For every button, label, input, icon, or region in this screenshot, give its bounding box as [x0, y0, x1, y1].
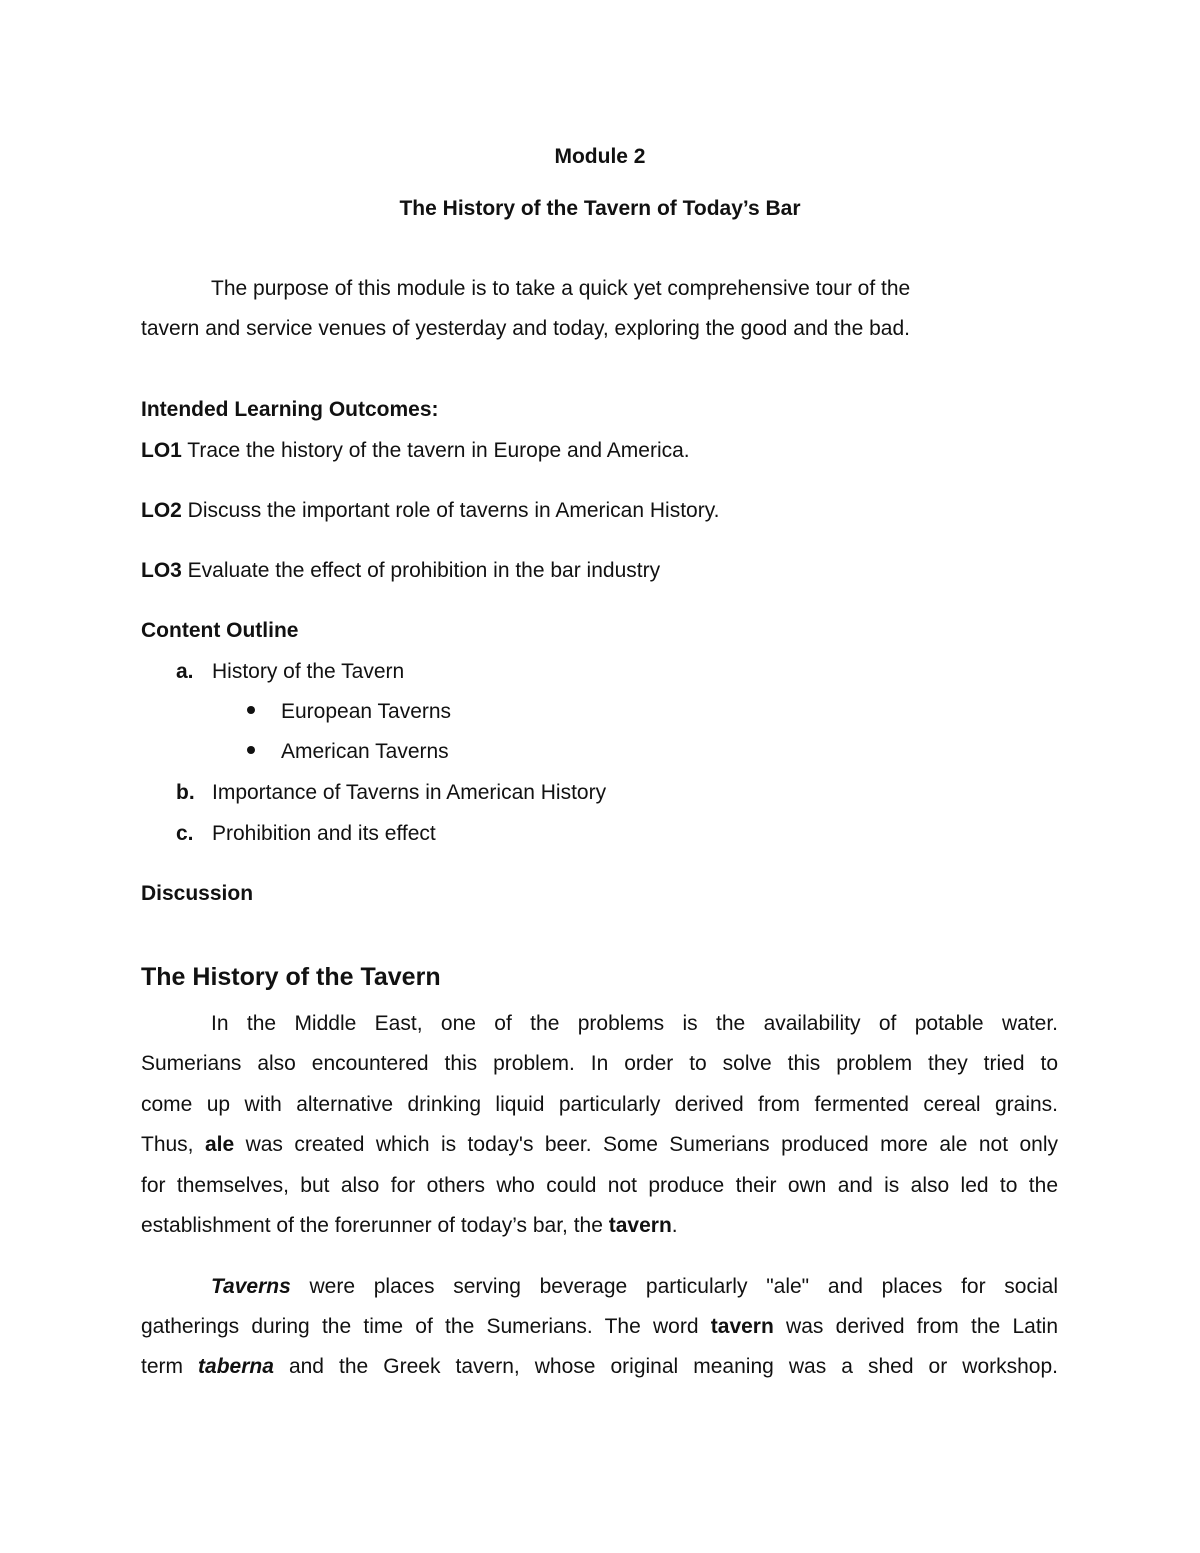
purpose-line-1: The purpose of this module is to take a quick yet comprehensive tour of the: [211, 277, 911, 300]
term-tavern: tavern: [608, 1214, 672, 1237]
p1-line-4: [141, 1134, 1058, 1155]
outcomes-heading: Intended Learning Outcomes:: [141, 398, 439, 421]
text-run: establishment of the forerunner of today’s bar, the: [141, 1214, 609, 1237]
module-title: The History of the Tavern of Today’s Bar: [399, 197, 801, 220]
text-run: term: [141, 1355, 199, 1378]
outline-bullet-american: [247, 741, 449, 762]
p1-line-5: for themselves, but also for others who could not produce their own and is also led to the: [141, 1174, 1058, 1197]
outline-text: Prohibition and its effect: [212, 822, 436, 845]
outcome-code: LO1: [141, 439, 182, 462]
text-run: was derived from the Latin: [773, 1315, 1059, 1338]
p2-line-2: [141, 1316, 1058, 1337]
outline-marker: b.: [176, 781, 195, 804]
term-ale: ale: [204, 1133, 235, 1156]
purpose-line-2: tavern and service venues of yesterday and today, exploring the good and the bad.: [141, 317, 910, 340]
outline-bullet-european: [247, 701, 451, 722]
p1-line-1: In the Middle East, one of the problems is the availability of potable water.: [211, 1012, 1058, 1035]
outline-text: History of the Tavern: [212, 660, 405, 683]
outcome-lo1: [141, 440, 690, 461]
outcome-lo3: [141, 560, 660, 581]
p2-line-3: [141, 1356, 1058, 1377]
section-title: The History of the Tavern: [141, 963, 441, 991]
p1-line-2: Sumerians also encountered this problem. In order to solve this problem they tried to: [141, 1052, 1058, 1075]
outcome-text: Discuss the important role of taverns in American History.: [181, 499, 720, 522]
p2-line-1: [211, 1276, 1058, 1297]
bullet-icon: [247, 706, 255, 714]
bullet-icon: [247, 746, 255, 754]
outline-item-b: [176, 782, 606, 803]
term-taverns: Taverns: [211, 1275, 291, 1298]
outcome-text: Evaluate the effect of prohibition in the bar industry: [181, 559, 661, 582]
outline-marker: c.: [176, 822, 194, 845]
text-run: gatherings during the time of the Sumerians. The word: [141, 1315, 711, 1338]
outcome-lo2: [141, 500, 720, 521]
outcome-text: Trace the history of the tavern in Europe and America.: [181, 439, 690, 462]
content-outline-heading: Content Outline: [141, 619, 299, 642]
p1-line-6: [141, 1215, 678, 1236]
outcome-code: LO2: [141, 499, 182, 522]
text-run: .: [671, 1214, 678, 1237]
text-run: Thus,: [141, 1133, 205, 1156]
term-taberna: taberna: [198, 1355, 274, 1378]
p1-line-3: come up with alternative drinking liquid particularly derived from fermented cereal grains.: [141, 1093, 1058, 1116]
outline-item-a: [176, 661, 404, 682]
text-run: were places serving beverage particularly "ale" and places for social: [290, 1275, 1058, 1298]
text-run: was created which is today's beer. Some Sumerians produced more ale not only: [234, 1133, 1058, 1156]
bullet-text: American Taverns: [281, 740, 449, 763]
outline-text: Importance of Taverns in American History: [212, 781, 607, 804]
module-number: Module 2: [554, 145, 646, 168]
text-run: and the Greek tavern, whose original meaning was a shed or workshop.: [273, 1355, 1058, 1378]
outline-item-c: [176, 823, 436, 844]
term-tavern: tavern: [710, 1315, 774, 1338]
outcome-code: LO3: [141, 559, 182, 582]
discussion-heading: Discussion: [141, 882, 254, 905]
outline-marker: a.: [176, 660, 194, 683]
bullet-text: European Taverns: [281, 700, 452, 723]
